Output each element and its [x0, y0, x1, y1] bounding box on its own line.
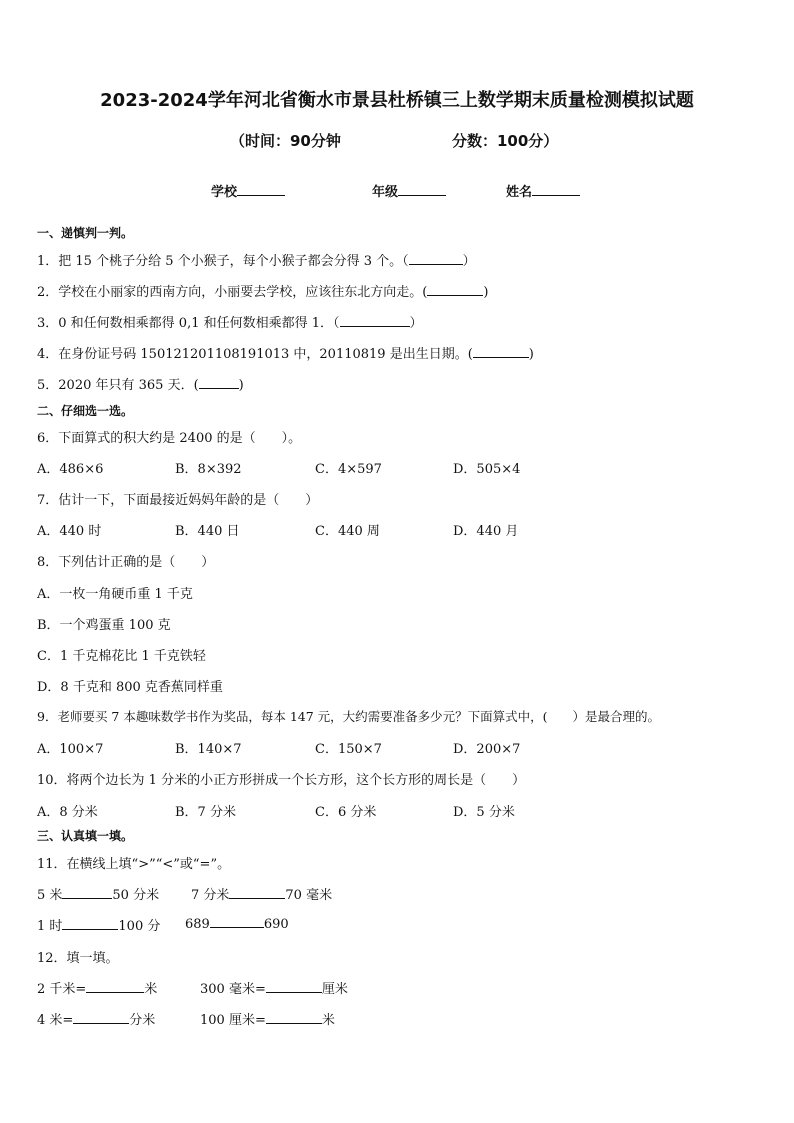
question-1: 1．把 15 个桃子分给 5 个小猴子，每个小猴子都会分得 3 个。（ ）: [37, 254, 476, 269]
section-judge-heading: 一、递慎判一判。: [37, 226, 134, 240]
answer-blank[interactable]: [473, 345, 529, 358]
grade-field[interactable]: [372, 181, 446, 200]
answer-blank[interactable]: [340, 314, 410, 327]
q9-option-a[interactable]: A．100×7: [37, 742, 104, 757]
q10-option-b[interactable]: B．7 分米: [175, 805, 236, 820]
q6-option-d[interactable]: D．505×4: [453, 462, 521, 477]
question-6: 6．下面算式的积大约是 2400 的是（ ）。: [37, 431, 302, 446]
q8-option-a[interactable]: A．一枚一角硬币重 1 千克: [37, 587, 193, 602]
question-10: 10．将两个边长为 1 分米的小正方形拼成一个长方形，这个长方形的周长是（ ）: [37, 773, 526, 788]
school-blank[interactable]: [237, 183, 285, 196]
q9-option-b[interactable]: B．140×7: [175, 742, 242, 757]
answer-blank[interactable]: [229, 886, 285, 899]
q7-option-c[interactable]: C．440 周: [315, 524, 380, 539]
grade-label: 年级: [372, 185, 399, 200]
q10-option-c[interactable]: C．6 分米: [315, 805, 377, 820]
q11-item-2: 7 分米 70 毫米: [191, 888, 333, 903]
q10-option-d[interactable]: D．5 分米: [453, 805, 515, 820]
question-4: 4．在身份证号码 150121201108191013 中，20110819 是出生日期。( ): [37, 347, 534, 362]
exam-time: （时间：90分钟: [230, 132, 341, 150]
q9-option-c[interactable]: C．150×7: [315, 742, 382, 757]
question-11: 11．在横线上填“>”“<”或“=”。: [37, 857, 231, 872]
q8-option-b[interactable]: B．一个鸡蛋重 100 克: [37, 618, 171, 633]
question-5: 5．2020 年只有 365 天．( ): [37, 378, 244, 393]
question-3: 3．0 和任何数相乘都得 0,1 和任何数相乘都得 1．（ ）: [37, 316, 423, 331]
exam-title: 2023-2024学年河北省衡水市景县杜桥镇三上数学期末质量检测模拟试题: [100, 90, 694, 111]
q8-option-c[interactable]: C．1 千克棉花比 1 千克铁轻: [37, 649, 206, 664]
school-field[interactable]: [211, 181, 285, 200]
q6-option-a[interactable]: A．486×6: [37, 462, 104, 477]
q9-option-d[interactable]: D．200×7: [453, 742, 521, 757]
section-fill-heading: 三、认真填一填。: [37, 829, 134, 843]
q12-item-4: 100 厘米= 米: [200, 1013, 335, 1028]
q12-item-1: 2 千米= 米: [37, 982, 158, 997]
name-field[interactable]: [506, 181, 580, 200]
answer-blank[interactable]: [199, 376, 239, 389]
school-label: 学校: [211, 185, 238, 200]
question-2: 2．学校在小丽家的西南方向，小丽要去学校，应该往东北方向走。( ): [37, 285, 489, 300]
grade-blank[interactable]: [398, 183, 446, 196]
exam-score: 分数：100分）: [452, 132, 559, 150]
question-7: 7．估计一下，下面最接近妈妈年龄的是（ ）: [37, 493, 319, 508]
name-blank[interactable]: [532, 183, 580, 196]
q10-option-a[interactable]: A．8 分米: [37, 805, 98, 820]
name-label: 姓名: [506, 185, 533, 200]
q7-option-b[interactable]: B．440 日: [175, 524, 240, 539]
q6-option-c[interactable]: C．4×597: [315, 462, 382, 477]
answer-blank[interactable]: [427, 283, 483, 296]
answer-blank[interactable]: [62, 917, 118, 930]
section-choice-heading: 二、仔细选一选。: [37, 404, 134, 418]
answer-blank[interactable]: [266, 1011, 322, 1024]
answer-blank[interactable]: [266, 980, 322, 993]
q7-option-d[interactable]: D．440 月: [453, 524, 519, 539]
answer-blank[interactable]: [210, 915, 264, 928]
q11-item-4: 689 690: [185, 917, 289, 932]
q12-item-2: 300 毫米= 厘米: [200, 982, 348, 997]
q12-item-3: 4 米= 分米: [37, 1013, 156, 1028]
q11-item-1: 5 米 50 分米: [37, 888, 160, 903]
question-9: 9．老师要买 7 本趣味数学书作为奖品，每本 147 元，大约需要准备多少元？下面算式中，( ）是最合理的。: [37, 709, 661, 724]
q8-option-d[interactable]: D．8 千克和 800 克香蕉同样重: [37, 680, 223, 695]
q11-item-3: 1 时 100 分: [37, 919, 161, 934]
question-8: 8．下列估计正确的是（ ）: [37, 555, 215, 570]
q6-option-b[interactable]: B．8×392: [175, 462, 242, 477]
answer-blank[interactable]: [62, 886, 112, 899]
question-12: 12．填一填。: [37, 951, 119, 966]
answer-blank[interactable]: [86, 980, 144, 993]
q7-option-a[interactable]: A．440 时: [37, 524, 102, 539]
answer-blank[interactable]: [73, 1011, 129, 1024]
answer-blank[interactable]: [409, 252, 463, 265]
